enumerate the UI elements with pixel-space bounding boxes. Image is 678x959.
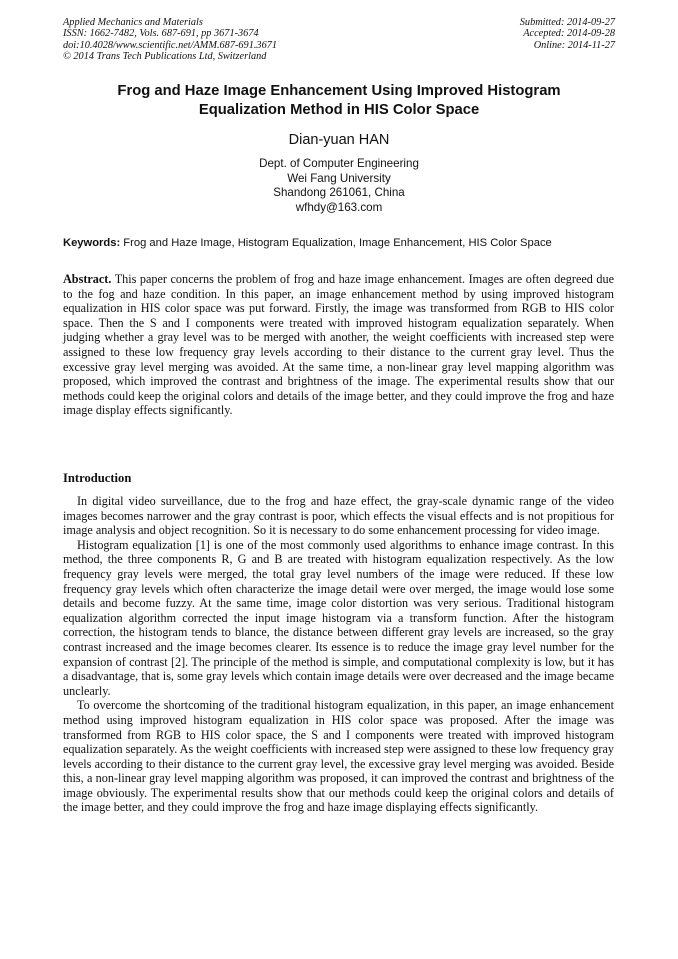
author-name: Dian-yuan HAN [288,132,390,148]
doi-line: doi:10.4028/www.scientific.net/AMM.687-691.3671 [63,39,278,51]
affiliation [40,157,638,215]
abstract-text: This paper concerns the problem of frog and haze image enhancement. Images are often degreed due to the fog and haze condition. In this paper, an image enhancement method by using improved histogram equalization in HIS color space was put forward. Firstly, the image was transformed from RGB to HIS color space. Then the S and I components were treated with improved histogram equalization separately. When judging whether a gray level was to be merged with another, the weight coefficients with increased step were assigned to these low frequency gray levels according to their distance to the current gray level. Thus the excessive gray level merging was avoided. At the same time, a non-linear gray level mapping algorithm was proposed, which improved the contrast and brightness of the image. The experimental results show that our methods could keep the original colors and details of the image better, and they could improve the frog and haze image display effects significantly. [63,272,614,418]
title-line: Equalization Method in HIS Color Space [198,102,480,118]
title-line: Frog and Haze Image Enhancement Using Improved Histogram [117,83,561,99]
paragraph: To overcome the shortcoming of the traditional histogram equalization, in this paper, an image enhancement method using improved histogram equalization in HIS color space was proposed. After the image was transformed from RGB to HIS color space, the S and I components were treated with improved histogram equalization separately. As the weight coefficients with increased step were assigned to these low frequency gray levels according to their distance to the current gray level, the excessive gray level merging was avoided. Beside this, a non-linear gray level mapping algorithm was proposed, it can improved the contrast and brightness of the image obviously. The experimental results show that our methods could keep the original colors and details of the image better, and they could improve the frog and haze image displaying effects significantly. [63,698,614,815]
keywords [63,236,623,250]
section-heading-introduction: Introduction [63,471,132,485]
paper-title [40,82,638,120]
journal-name: Applied Mechanics and Materials [63,17,203,28]
university: Wei Fang University [287,171,391,185]
accepted-date: Accepted: 2014-09-28 [523,28,615,40]
introduction-body [63,494,614,815]
publication-dates [520,17,615,51]
keywords-label: Keywords: [63,237,121,249]
submitted-date: Submitted: 2014-09-27 [519,17,615,28]
online-date: Online: 2014-11-27 [533,39,615,51]
abstract-label: Abstract. [63,272,112,286]
paragraph: In digital video surveillance, due to the frog and haze effect, the gray-scale dynamic range of the video images becomes narrower and the gray contrast is poor, which effects the visual effects and is not propitious for image analysis and object recognition. So it is necessary to do some enhancement processing for video image. [63,494,614,538]
abstract [63,272,614,418]
address: Shandong 261061, China [273,186,405,199]
email: wfhdy@163.com [295,200,383,214]
issn-line: ISSN: 1662-7482, Vols. 687-691, pp 3671-3674 [63,28,259,40]
copyright-line: © 2014 Trans Tech Publications Ltd, Switzerland [63,51,267,63]
department: Dept. of Computer Engineering [259,157,419,170]
keywords-text: Frog and Haze Image, Histogram Equalization, Image Enhancement, HIS Color Space [120,237,552,249]
journal-info [63,17,277,63]
paragraph: Histogram equalization [1] is one of the most commonly used algorithms to enhance image contrast. In this method, the three components R, G and B are treated with histogram equalization respectively. As the low frequency gray levels were merged, the total gray level numbers of the image were reduced. If these low frequency gray levels which often characterize the image detail were over merged, the image would lose some details and become fuzzy. At the same time, image color distortion was very serious. Traditional histogram equalization algorithm corrected the input image histogram via a transform function. After the histogram correction, the histogram tends to blance, the distance between different gray levels are increased, so the gray contrast increased and the image becomes clearer. Its essence is to reduce the image gray level number for the expansion of contrast [2]. The principle of the method is simple, and computational complexity is low, but it has a disadvantage, that is, some gray levels which contain image details were over decreased and the image became unclearly. [63,537,614,698]
